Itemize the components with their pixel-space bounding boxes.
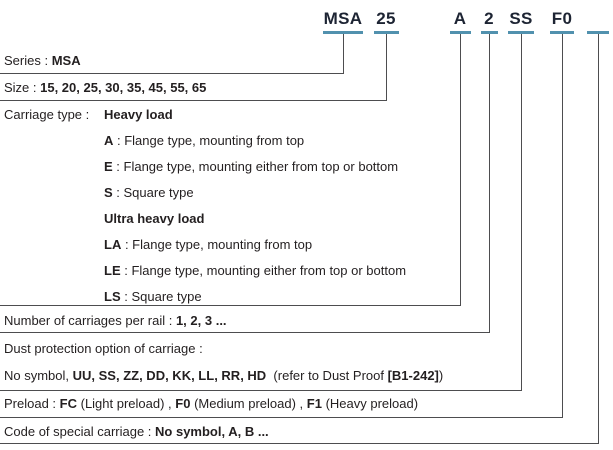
text-segment: S	[104, 185, 113, 200]
text-segment: Ultra heavy load	[104, 211, 205, 226]
text-segment: (refer to Dust Proof	[266, 368, 388, 383]
row-carriage-type-ultra-heavy-load	[104, 211, 204, 226]
code-segment-ss: SS	[509, 9, 533, 28]
row-carriage-type-le	[104, 263, 406, 278]
text-segment: E	[104, 159, 113, 174]
text-segment: : Square type	[112, 185, 194, 200]
text-segment: (Light preload) ,	[77, 396, 176, 411]
row-size	[4, 80, 206, 95]
text-segment: Size :	[4, 80, 41, 95]
connector-horizontal-line	[0, 390, 522, 391]
code-segment-25: 25	[376, 9, 396, 28]
text-segment: No symbol,	[4, 368, 73, 383]
connector-horizontal-line	[0, 443, 599, 444]
row-carriage-type-la	[104, 237, 312, 252]
text-segment: (Medium preload) ,	[190, 396, 307, 411]
text-segment: )	[438, 368, 444, 383]
row-carriage-type-a	[104, 133, 304, 148]
row-series	[4, 53, 81, 68]
text-segment: 1, 2, 3 ...	[175, 313, 227, 328]
text-segment: Dust protection option of carriage :	[4, 341, 207, 356]
row-carriage-type-ls	[104, 289, 202, 304]
text-segment: : Flange type, mounting either from top or bottom	[120, 263, 407, 278]
code-segment-2: 2	[484, 9, 494, 28]
text-segment: [B1-242]	[387, 368, 439, 383]
code-segment-f0: F0	[551, 9, 573, 28]
text-segment: 15, 20, 25, 30, 35, 45, 55, 65	[40, 80, 207, 95]
connector-horizontal-line	[0, 73, 344, 74]
text-segment: (Heavy preload)	[321, 396, 419, 411]
row-carriage-type-heavy-load	[104, 107, 173, 122]
connector-horizontal-line	[0, 305, 461, 306]
text-segment: : Flange type, mounting either from top or bottom	[112, 159, 399, 174]
connector-vertical-line	[521, 34, 522, 390]
text-segment: Carriage type :	[4, 107, 93, 122]
text-segment: No symbol, A, B ...	[155, 424, 269, 439]
text-segment: LE	[104, 263, 121, 278]
text-segment: Heavy load	[104, 107, 173, 122]
text-segment: Number of carriages per rail :	[4, 313, 176, 328]
row-carriage-type-label	[4, 107, 93, 122]
code-segment-msa: MSA	[323, 9, 363, 28]
text-segment: : Flange type, mounting from top	[121, 237, 313, 252]
connector-vertical-line	[489, 34, 490, 332]
connector-vertical-line	[386, 34, 387, 100]
connector-vertical-line	[562, 34, 563, 417]
text-segment: FC	[59, 396, 77, 411]
row-dust-protection-options	[4, 368, 443, 383]
row-special-carriage	[4, 424, 269, 439]
text-segment: F0	[175, 396, 191, 411]
text-segment: : Square type	[120, 289, 202, 304]
text-segment: F1	[306, 396, 322, 411]
connector-vertical-line	[343, 34, 344, 73]
text-segment: Preload :	[4, 396, 60, 411]
connector-horizontal-line	[0, 100, 387, 101]
text-segment: LA	[104, 237, 122, 252]
connector-horizontal-line	[0, 417, 563, 418]
text-segment: : Flange type, mounting from top	[113, 133, 305, 148]
text-segment: Series :	[4, 53, 52, 68]
connector-vertical-line	[598, 34, 599, 443]
text-segment: A	[104, 133, 114, 148]
connector-horizontal-line	[0, 332, 490, 333]
text-segment: LS	[104, 289, 121, 304]
text-segment: Code of special carriage :	[4, 424, 156, 439]
connector-vertical-line	[460, 34, 461, 305]
code-segment-a: A	[453, 9, 467, 28]
row-carriage-type-e	[104, 159, 398, 174]
text-segment: MSA	[51, 53, 81, 68]
row-preload	[4, 396, 418, 411]
row-dust-protection-label	[4, 341, 206, 356]
text-segment: UU, SS, ZZ, DD, KK, LL, RR, HD	[72, 368, 267, 383]
row-carriages-per-rail	[4, 313, 227, 328]
row-carriage-type-s	[104, 185, 194, 200]
